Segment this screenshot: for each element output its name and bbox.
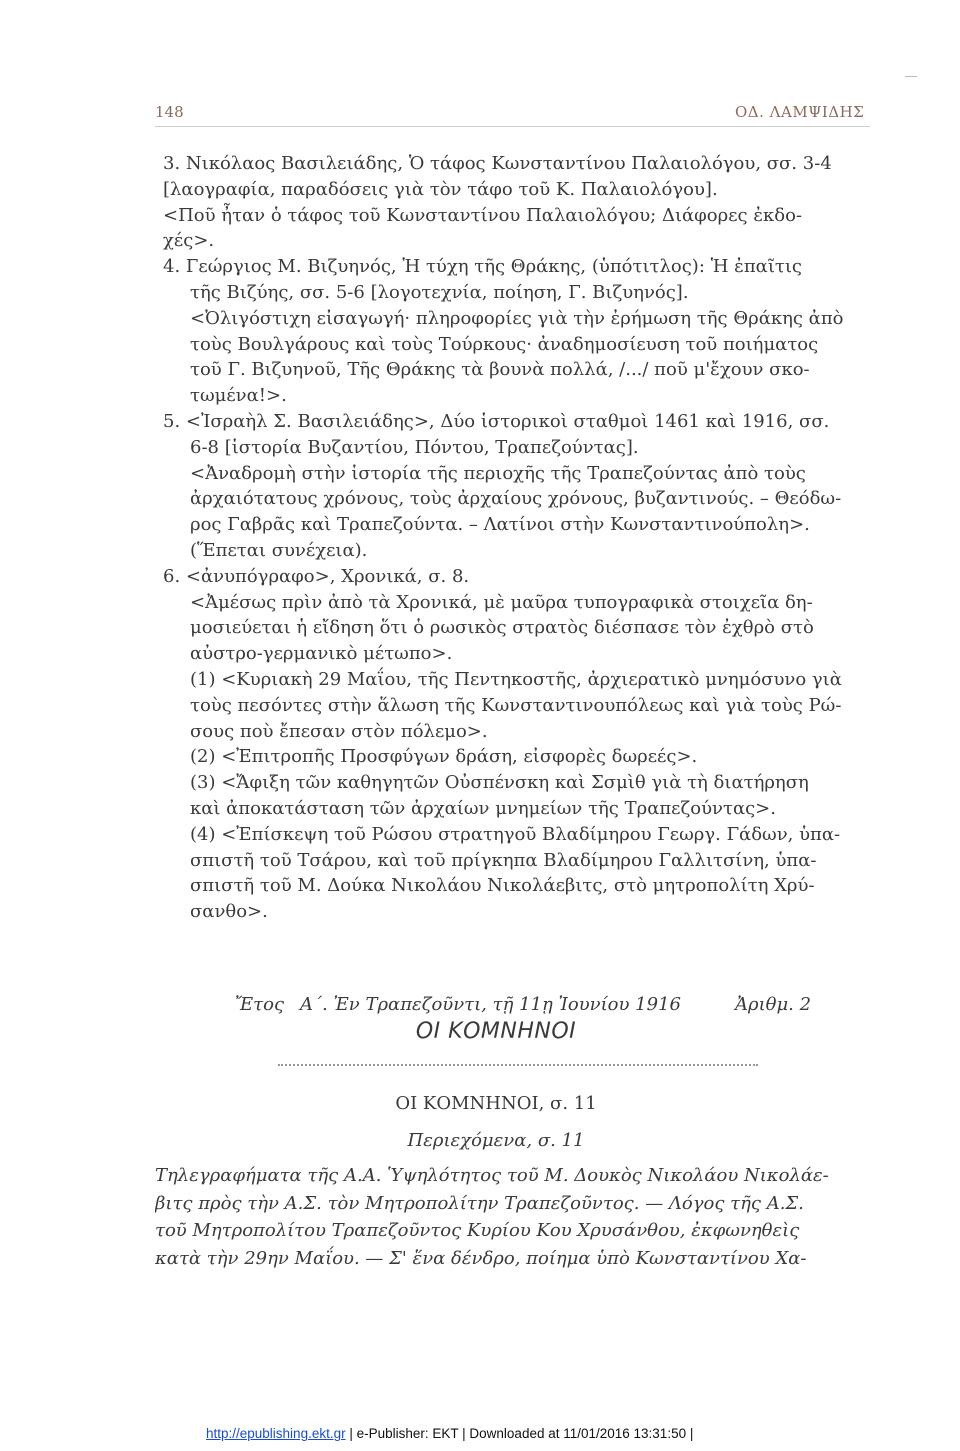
text-line: (3) <Ἄφιξη τῶν καθηγητῶν Οὐσπένσκη καὶ Σσμὶθ γιὰ τὴ διατήρηση — [190, 772, 809, 794]
running-head: ΟΔ. ΛΑΜΨΙΔΗΣ — [735, 103, 865, 121]
text-line: <Ἀναδρομὴ στὴν ἱστορία τῆς περιοχῆς τῆς Τραπεζούντας ἀπὸ τοὺς — [190, 462, 806, 484]
text-line: τοὺς Βουλγάρους καὶ τοὺς Τούρκους· ἀναδημοσίευση τοῦ ποιήματος — [190, 333, 819, 355]
text-line: ρος Γαβρᾶς καὶ Τραπεζούντα. – Λατίνοι στὴν Κωνσταντινούπολη>. — [190, 514, 810, 536]
footer-link[interactable]: http://epublishing.ekt.gr — [206, 1426, 346, 1441]
text-line: 5. <Ἰσραὴλ Σ. Βασιλειάδης>, Δύο ἱστορικοὶ σταθμοὶ 1461 καὶ 1916, σσ. — [163, 410, 830, 432]
issue-year-label: Ἔτος — [235, 994, 285, 1015]
text-line: σανθο>. — [190, 901, 268, 923]
issue-number: Ἀριθμ. 2 — [735, 994, 812, 1015]
text-line: χές>. — [163, 230, 215, 252]
text-line: (4) <Ἐπίσκεψη τοῦ Ρώσου στρατηγοῦ Βλαδίμηρου Γεωργ. Γάδων, ὑπα- — [190, 823, 841, 845]
text-line: καὶ ἀποκατάσταση τῶν ἀρχαίων μνημείων τῆς Τραπεζούντας>. — [190, 797, 776, 819]
text-line: (1) <Κυριακὴ 29 Μαΐου, τῆς Πεντηκοστῆς, ἀρχιερατικὸ μνημόσυνο γιὰ — [190, 668, 842, 690]
page-number: 148 — [155, 103, 184, 121]
contents-heading: Περιεχόμενα, σ. 11 — [407, 1130, 585, 1151]
footer-text: | e-Publisher: EKT | Downloaded at 11/01/2016 13:31:50 | — [345, 1426, 694, 1441]
text-line: σους ποὺ ἔπεσαν στὸν πόλεμο>. — [190, 720, 488, 742]
newspaper-title: ΟΙ ΚΟΜΝΗΝΟΙ — [415, 1019, 577, 1044]
text-line: σπιστῆ τοῦ Μ. Δούκα Νικολάου Νικολάεβιτς, στὸ μητροπολίτη Χρύ- — [190, 875, 815, 897]
text-line: αὐστρο-γερμανικὸ μέτωπο>. — [190, 643, 453, 665]
text-line: μοσιεύεται ἡ εἴδηση ὅτι ὁ ρωσικὸς στρατὸς διέσπασε τὸν ἐχθρὸ στὸ — [190, 617, 814, 639]
contents-line: τοῦ Μητροπολίτου Τραπεζοῦντος Κυρίου Κου Χρυσάνθου, ἐκφωνηθεὶς — [155, 1220, 800, 1241]
text-line: (2) <Ἐπιτροπῆς Προσφύγων δράση, εἰσφορὲς δωρεές>. — [190, 746, 698, 768]
contents-line: βιτς πρὸς τὴν Α.Σ. τὸν Μητροπολίτην Τραπεζοῦντος. — Λόγος τῆς Α.Σ. — [155, 1192, 804, 1214]
contents-line: κατὰ τὴν 29ην Μαΐου. — Σ' ἕνα δένδρο, ποίημα ὑπὸ Κωνσταντίνου Χα- — [155, 1247, 807, 1269]
text-line: <Ποῦ ἦταν ὁ τάφος τοῦ Κωνσταντίνου Παλαιολόγου; Διάφορες ἐκδο- — [163, 204, 802, 226]
margin-mark — [905, 76, 917, 77]
text-line: 6-8 [ἱστορία Βυζαντίου, Πόντου, Τραπεζούντας]. — [190, 436, 639, 458]
text-line: <Ὀλιγόστιχη εἰσαγωγή· πληροφορίες γιὰ τὴν ἐρήμωση τῆς Θράκης ἀπὸ — [190, 307, 844, 329]
text-line: (Ἕπεται συνέχεια). — [190, 539, 368, 561]
text-line: 4. Γεώργιος Μ. Βιζυηνός, Ἡ τύχη τῆς Θράκης, (ὑπότιτλος): Ἡ ἐπαῖτις — [163, 256, 802, 278]
newspaper-page-ref: ΟΙ ΚΟΜΝΗΝΟΙ, σ. 11 — [395, 1093, 597, 1114]
contents-list — [155, 1162, 870, 1272]
header-rule — [155, 126, 870, 127]
footer — [206, 1426, 693, 1441]
text-line: τωμένα!>. — [190, 385, 287, 407]
text-line: <Ἀμέσως πρὶν ἀπὸ τὰ Χρονικά, μὲ μαῦρα τυπογραφικὰ στοιχεῖα δη- — [190, 591, 813, 613]
text-line: τῆς Βιζύης, σσ. 5-6 [λογοτεχνία, ποίηση, Γ. Βιζυηνός]. — [190, 281, 689, 303]
text-line: τοῦ Γ. Βιζυηνοῦ, Τῆς Θράκης τὰ βουνὰ πολλά, /.../ ποῦ μ'ἔχουν σκο- — [190, 359, 810, 381]
dotted-separator — [278, 1064, 758, 1066]
contents-line: Τηλεγραφήματα τῆς Α.Α. Ὑψηλότητος τοῦ Μ. Δουκὸς Νικολάου Νικολάε- — [155, 1165, 829, 1186]
text-line: τοὺς πεσόντες στὴν ἅλωση τῆς Κωνσταντινουπόλεως καὶ γιὰ τοὺς Ρώ- — [190, 694, 842, 716]
body-text — [163, 151, 873, 925]
text-line: 3. Νικόλαος Βασιλειάδης, Ὁ τάφος Κωνσταντίνου Παλαιολόγου, σσ. 3-4 — [163, 153, 832, 174]
text-line: σπιστῆ τοῦ Τσάρου, καὶ τοῦ πρίγκηπα Βλαδίμηρου Γαλλιτσίνη, ὑπα- — [190, 849, 817, 871]
text-line: ἀρχαιότατους χρόνους, τοὺς ἀρχαίους χρόνους, βυζαντινούς. – Θεόδω- — [190, 488, 842, 510]
text-line: [λαογραφία, παραδόσεις γιὰ τὸν τάφο τοῦ Κ. Παλαιολόγου]. — [163, 178, 718, 200]
issue-date: Α΄. Ἐν Τραπεζοῦντι, τῇ 11ῃ Ἰουνίου 1916 — [300, 994, 681, 1015]
text-line: 6. <ἀνυπόγραφο>, Χρονικά, σ. 8. — [163, 565, 470, 587]
